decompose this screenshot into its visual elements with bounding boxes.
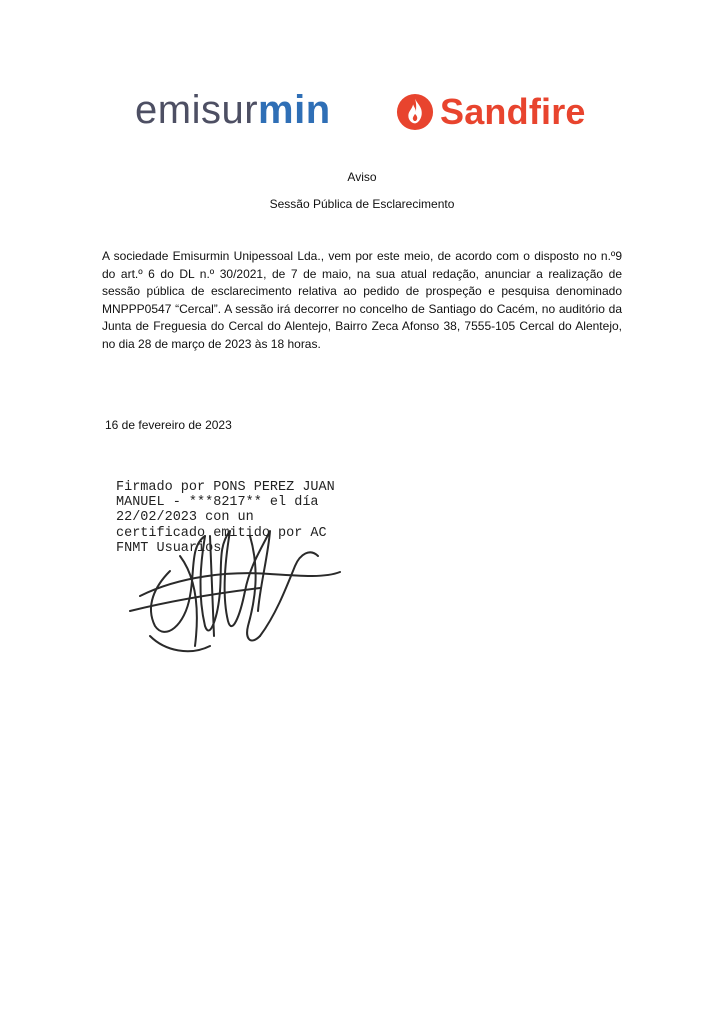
signature-block [110, 476, 370, 666]
emisurmin-logo-text-gray: emisur [135, 88, 259, 132]
document-date: 16 de fevereiro de 2023 [105, 418, 232, 432]
emisurmin-logo-text-blue: min [258, 88, 331, 132]
document-subtitle: Sessão Pública de Esclarecimento [269, 197, 455, 211]
digital-signature-stamp: Firmado por PONS PEREZ JUAN MANUEL - ***8217** el día 22/02/2023 con un certificado emitido por AC FNMT Usuarios [116, 480, 335, 556]
document-body-paragraph: A sociedade Emisurmin Unipessoal Lda., vem por este meio, de acordo com o disposto no n.º9 do art.º 6 do DL n.º 30/2021, de 7 de maio, na sua atual redação, anunciar a realização de sessão pública de esclarecimento relativa ao pedido de prospeção e pesquisa denominado MNPPP0547 “Cercal”. A sessão irá decorrer no concelho de Santiago do Cacém, no auditório da Junta de Freguesia do Cercal do Alentejo, Bairro Zeca Afonso 38, 7555-105 Cercal do Alentejo, no dia 28 de março de 2023 às 18 horas. [102, 249, 622, 351]
sandfire-logo [396, 92, 586, 132]
sandfire-flame-icon [396, 93, 434, 131]
document-title: Aviso [347, 170, 377, 184]
emisurmin-logo [135, 88, 331, 132]
sandfire-logo-text: Sandfire [440, 91, 586, 132]
